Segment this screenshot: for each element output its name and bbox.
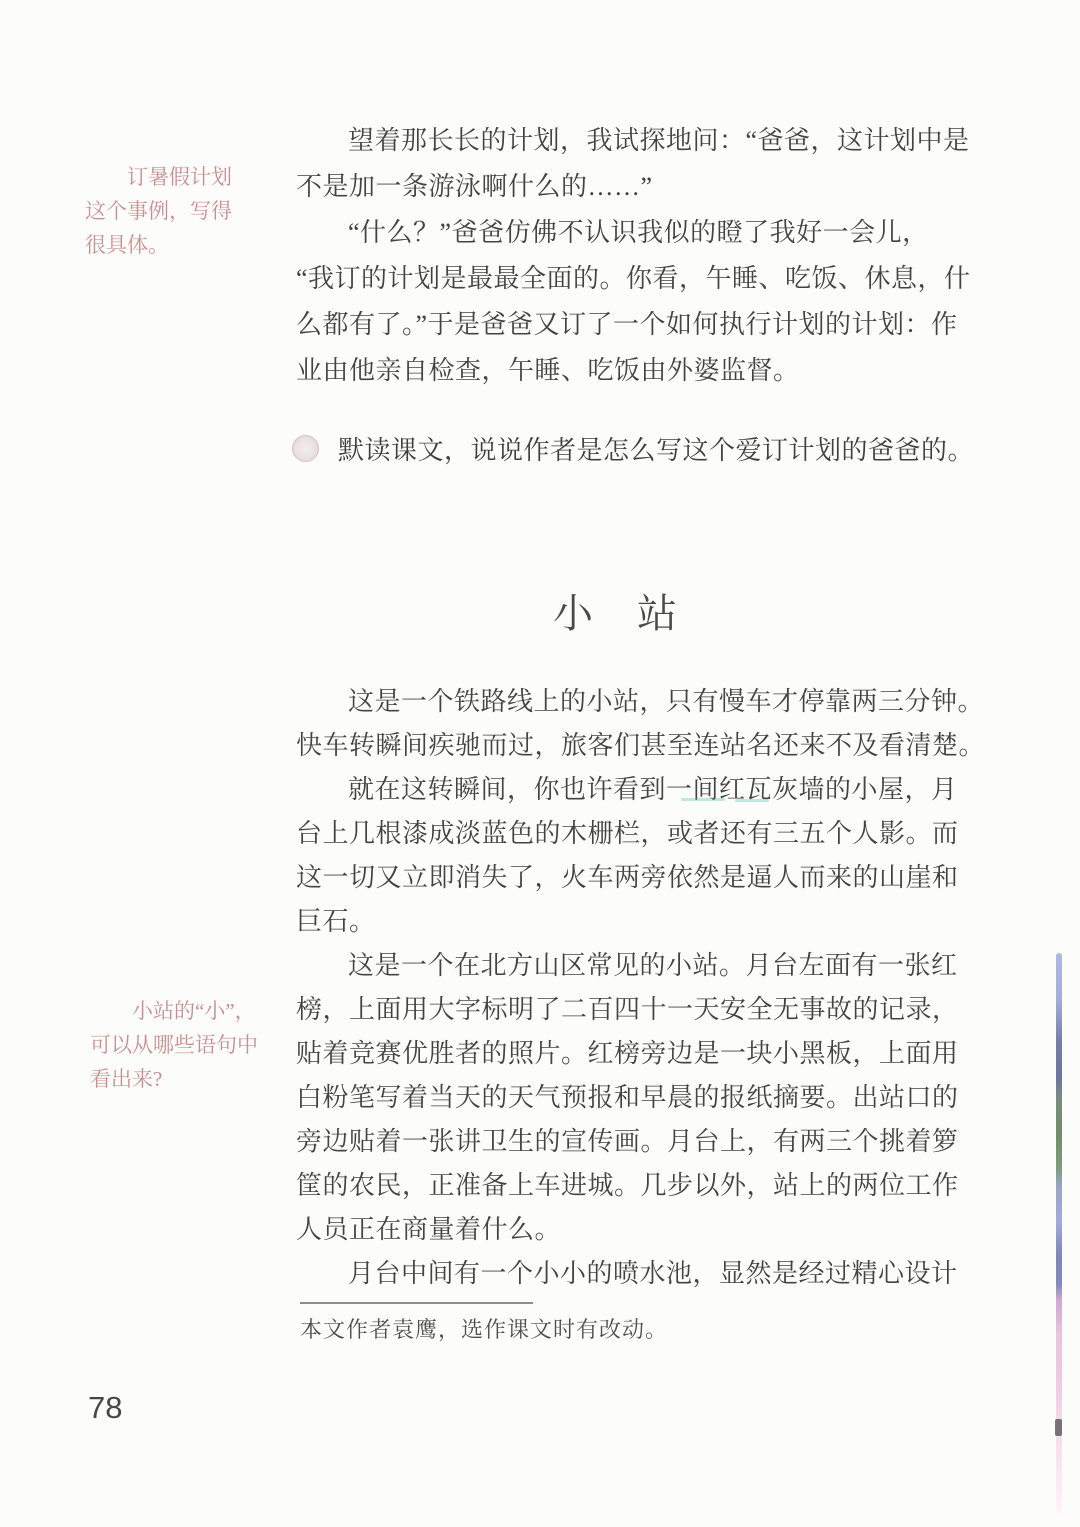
- text-line: 业由他亲自检查，午睡、吃饭由外婆监督。: [296, 356, 800, 385]
- task-line: [292, 430, 974, 467]
- text-line: 筐的农民，正准备上车进城。几步以外，站上的两位工作: [296, 1171, 959, 1200]
- text-line: 贴着竞赛优胜者的照片。红榜旁边是一块小黑板，上面用: [296, 1039, 959, 1068]
- task-text: 默读课文，说说作者是怎么写这个爱订计划的爸爸的。: [338, 436, 975, 465]
- text-line: 望着那长长的计划，我试探地问：“爸爸，这计划中是: [348, 126, 970, 155]
- margin-note-small-station: [90, 994, 260, 1096]
- margin-note-line: 订暑假计划: [127, 165, 232, 189]
- scan-artifact: [681, 798, 725, 801]
- footnote-text: 本文作者袁鹰，选作课文时有改动。: [300, 1317, 669, 1342]
- text-line: 榜，上面用大字标明了二百四十一天安全无事故的记录，: [296, 995, 959, 1024]
- text-line: “我订的计划是最最全面的。你看，午睡、吃饭、休息，什: [296, 264, 971, 293]
- text-line: 就在这转瞬间，你也许看到一间红瓦灰墙的小屋，月: [348, 775, 958, 804]
- text-line: 不是加一条游泳啊什么的……”: [296, 172, 653, 201]
- text-line: 巨石。: [296, 907, 376, 936]
- margin-note-line: 可以从哪些语句中: [90, 1033, 258, 1057]
- story-paragraphs: [296, 680, 986, 1296]
- margin-note-line: 小站的“小”，: [132, 999, 256, 1023]
- text-line: 月台中间有一个小小的喷水池，显然是经过精心设计: [348, 1259, 958, 1288]
- text-line: 白粉笔写着当天的天气预报和早晨的报纸摘要。出站口的: [296, 1083, 959, 1112]
- margin-note-summer-plan: [85, 160, 245, 262]
- intro-paragraphs: [296, 118, 971, 394]
- text-line: 这是一个在北方山区常见的小站。月台左面有一张红: [348, 951, 958, 980]
- text-line: 么都有了。”于是爸爸又订了一个如何执行计划的计划：作: [296, 310, 958, 339]
- text-line: 台上几根漆成淡蓝色的木栅栏，或者还有三五个人影。而: [296, 819, 959, 848]
- seal-circle-icon: [292, 435, 319, 462]
- text-line: 这是一个铁路线上的小站，只有慢车才停靠两三分钟。: [348, 687, 985, 716]
- margin-note-line: 这个事例，写得: [85, 199, 232, 223]
- page-edge-mark: [1055, 1419, 1062, 1436]
- margin-note-line: 看出来?: [90, 1067, 163, 1091]
- margin-note-line: 很具体。: [85, 233, 169, 257]
- scan-artifact: [735, 799, 769, 802]
- page-number: 78: [88, 1390, 123, 1425]
- footnote-rule: [300, 1302, 533, 1304]
- story-title: 小 站: [553, 591, 679, 636]
- text-line: 旁边贴着一张讲卫生的宣传画。月台上，有两三个挑着箩: [296, 1127, 959, 1156]
- text-line: 快车转瞬间疾驰而过，旅客们甚至连站名还来不及看清楚。: [296, 731, 986, 760]
- text-line: 人员正在商量着什么。: [296, 1215, 562, 1244]
- text-line: 这一切又立即消失了，火车两旁依然是逼人而来的山崖和: [296, 863, 959, 892]
- text-line: “什么？”爸爸仿佛不认识我似的瞪了我好一会儿，: [348, 218, 929, 247]
